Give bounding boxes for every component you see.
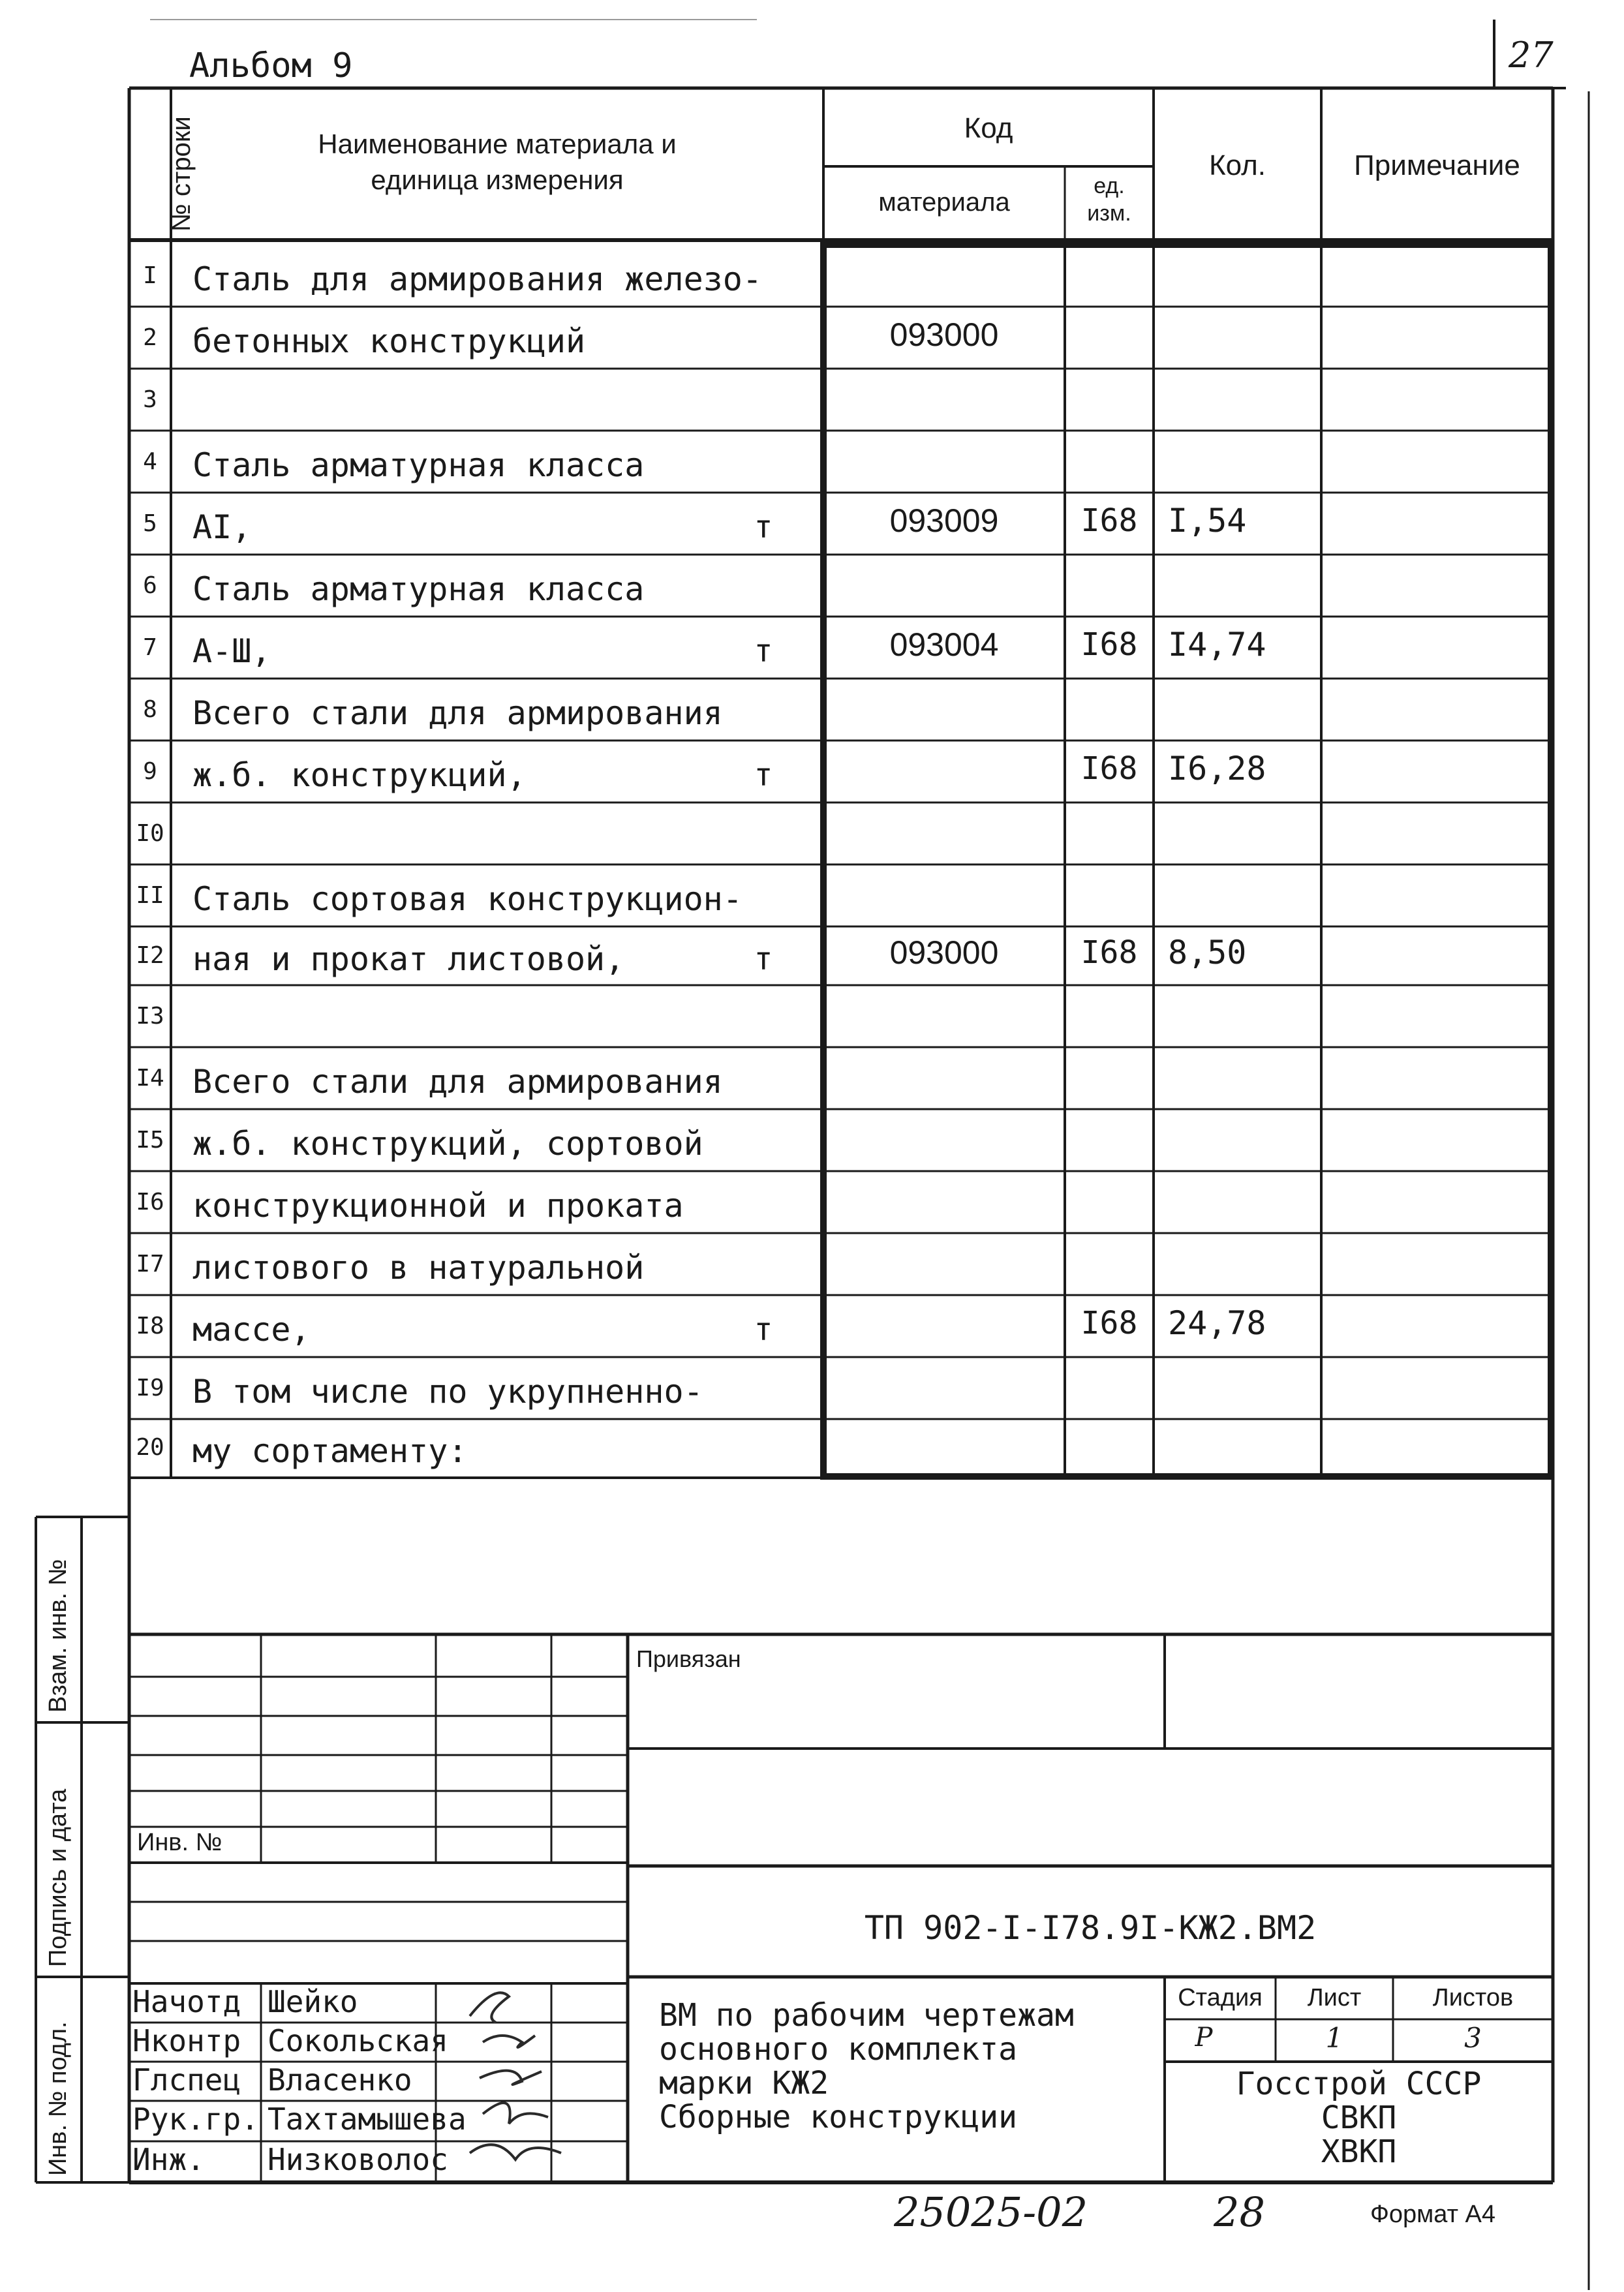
row-material-name: AI, bbox=[192, 508, 252, 546]
row-material-name: му сортаменту: bbox=[192, 1432, 468, 1470]
signer-name: Тахтамышева bbox=[268, 2101, 467, 2137]
row-number: I9 bbox=[136, 1374, 164, 1401]
row-number: I7 bbox=[136, 1250, 164, 1277]
row-material-code bbox=[823, 1168, 1065, 1230]
signer-name: Сокольская bbox=[268, 2023, 448, 2058]
row-material-name: массе, bbox=[192, 1310, 311, 1349]
sheet-label: Лист bbox=[1307, 1984, 1362, 2011]
row-material-code: 093000 bbox=[889, 316, 999, 353]
row-number: 4 bbox=[143, 448, 157, 475]
row-material-code bbox=[823, 1416, 1065, 1473]
row-quantity: 8,50 bbox=[1168, 934, 1247, 971]
row-unit: т bbox=[754, 1311, 773, 1348]
row-quantity bbox=[1168, 551, 1321, 613]
row-quantity bbox=[1168, 1354, 1321, 1416]
row-material-code bbox=[823, 241, 1065, 303]
row-quantity bbox=[1168, 365, 1321, 427]
row-material-code bbox=[823, 675, 1065, 737]
inventory-code: 25025-02 bbox=[894, 2188, 1088, 2236]
row-number: I2 bbox=[136, 942, 164, 969]
row-number: I5 bbox=[136, 1126, 164, 1154]
row-unit: т bbox=[754, 632, 773, 669]
row-unit-code bbox=[1065, 241, 1154, 303]
row-quantity bbox=[1168, 1168, 1321, 1230]
row-unit-code bbox=[1065, 861, 1154, 923]
row-unit bbox=[737, 806, 789, 868]
row-material-name: ж.б. конструкций, сортовой bbox=[192, 1124, 703, 1163]
signer-name: Шейко bbox=[268, 1984, 358, 2019]
row-material-name: Всего стали для армирования bbox=[192, 694, 723, 732]
row-quantity bbox=[1168, 241, 1321, 303]
row-unit-code: I68 bbox=[1080, 626, 1138, 663]
row-unit-code bbox=[1065, 427, 1154, 489]
row-material-code: 093004 bbox=[889, 626, 999, 663]
row-quantity bbox=[1168, 799, 1321, 861]
row-quantity bbox=[1168, 675, 1321, 737]
row-material-name: ж.б. конструкций, bbox=[192, 756, 527, 794]
name-header-line1: Наименование материала и bbox=[318, 129, 677, 159]
row-material-code bbox=[823, 861, 1065, 923]
row-number: I4 bbox=[136, 1064, 164, 1092]
row-material-name: конструкционной и проката bbox=[192, 1186, 684, 1225]
row-unit-code bbox=[1065, 982, 1154, 1044]
row-unit bbox=[737, 310, 789, 372]
row-unit-code bbox=[1065, 1106, 1154, 1168]
title-line: Сборные конструкции bbox=[659, 2099, 1018, 2135]
row-unit-code bbox=[1065, 1168, 1154, 1230]
organization-line: СВКП bbox=[1321, 2100, 1397, 2136]
row-unit bbox=[737, 988, 789, 1050]
row-unit-code bbox=[1065, 303, 1154, 365]
row-material-name: бетонных конструкций bbox=[192, 322, 586, 360]
row-material-code: 093000 bbox=[889, 934, 999, 971]
code-header: Код bbox=[964, 112, 1013, 144]
row-unit-code: I68 bbox=[1080, 934, 1138, 971]
title-line: основного комплекта bbox=[659, 2031, 1018, 2068]
row-material-code bbox=[823, 551, 1065, 613]
row-number: 9 bbox=[143, 757, 157, 785]
signature-date-label: Подпись и дата bbox=[44, 1788, 72, 1967]
row-unit: т bbox=[754, 941, 773, 977]
signer-role: Нконтр bbox=[132, 2023, 241, 2058]
inv-podl-label: Инв. № подл. bbox=[44, 2021, 72, 2176]
privyazan-label: Привязан bbox=[636, 1645, 741, 1672]
row-unit bbox=[737, 868, 789, 930]
row-number-header: № строки bbox=[167, 116, 196, 232]
row-unit bbox=[737, 372, 789, 434]
row-quantity: 24,78 bbox=[1168, 1304, 1266, 1342]
signer-role: Начотд bbox=[132, 1984, 241, 2019]
row-unit-code bbox=[1065, 551, 1154, 613]
signer-role: Глспец bbox=[132, 2062, 241, 2098]
row-unit-code bbox=[1065, 1354, 1154, 1416]
name-header-line2: единица измерения bbox=[371, 164, 624, 195]
row-quantity bbox=[1168, 982, 1321, 1044]
row-material-code bbox=[823, 737, 1065, 799]
row-unit bbox=[737, 1360, 789, 1422]
unit-header-line2: изм. bbox=[1087, 201, 1131, 226]
note-header: Примечание bbox=[1354, 149, 1520, 181]
page-number: 27 bbox=[1509, 35, 1554, 76]
row-material-code bbox=[823, 427, 1065, 489]
row-unit-code bbox=[1065, 1416, 1154, 1473]
row-unit bbox=[737, 434, 789, 496]
row-material-code bbox=[823, 365, 1065, 427]
row-unit bbox=[737, 682, 789, 744]
row-material-code bbox=[823, 1106, 1065, 1168]
row-unit: т bbox=[754, 508, 773, 545]
row-material-name: В том числе по укрупненно- bbox=[192, 1372, 703, 1411]
row-material-name bbox=[192, 806, 780, 868]
row-unit bbox=[737, 558, 789, 620]
row-number: 6 bbox=[143, 572, 157, 599]
sheet-value: 1 bbox=[1325, 2022, 1343, 2054]
stage-label: Стадия bbox=[1178, 1984, 1263, 2011]
row-unit-code bbox=[1065, 365, 1154, 427]
row-unit: т bbox=[754, 756, 773, 793]
album-label: Альбом 9 bbox=[189, 46, 353, 85]
organization-line: Госстрой СССР bbox=[1236, 2066, 1482, 2102]
row-unit-code bbox=[1065, 1230, 1154, 1292]
row-quantity: I4,74 bbox=[1168, 625, 1266, 664]
row-unit bbox=[737, 1422, 789, 1480]
row-number: 5 bbox=[143, 510, 157, 537]
inv-no-label: Инв. № bbox=[137, 1829, 222, 1856]
row-unit-code: I68 bbox=[1080, 502, 1138, 539]
row-material-name bbox=[192, 988, 780, 1050]
row-material-code bbox=[823, 982, 1065, 1044]
row-unit bbox=[737, 1050, 789, 1112]
qty-header: Кол. bbox=[1208, 149, 1266, 181]
footer-page-number: 28 bbox=[1214, 2188, 1265, 2236]
row-unit-code: I68 bbox=[1080, 1304, 1138, 1341]
vzam-inv-label: Взам. инв. № bbox=[44, 1559, 72, 1713]
organization-line: ХВКП bbox=[1321, 2133, 1397, 2170]
row-number: II bbox=[136, 881, 164, 909]
row-unit-code: I68 bbox=[1080, 750, 1138, 787]
row-unit bbox=[737, 248, 789, 310]
row-material-code: 093009 bbox=[889, 502, 999, 539]
row-quantity bbox=[1168, 427, 1321, 489]
signer-role: Рук.гр. bbox=[132, 2101, 259, 2137]
row-material-name: Всего стали для армирования bbox=[192, 1062, 723, 1101]
row-quantity bbox=[1168, 1044, 1321, 1106]
row-material-name: Сталь арматурная класса bbox=[192, 446, 645, 484]
row-material-name: Сталь арматурная класса bbox=[192, 570, 645, 608]
row-number: 20 bbox=[136, 1434, 164, 1461]
row-unit bbox=[737, 1112, 789, 1174]
signer-role: Инж. bbox=[132, 2142, 205, 2177]
row-material-code bbox=[823, 1044, 1065, 1106]
row-unit-code bbox=[1065, 799, 1154, 861]
row-number: 3 bbox=[143, 386, 157, 413]
row-quantity bbox=[1168, 1230, 1321, 1292]
row-material-name: А-Ш, bbox=[192, 632, 271, 670]
row-number: I bbox=[143, 262, 157, 289]
row-material-code bbox=[823, 799, 1065, 861]
row-material-code bbox=[823, 1354, 1065, 1416]
row-number: I0 bbox=[136, 819, 164, 847]
row-material-code bbox=[823, 1292, 1065, 1354]
stage-value: Р bbox=[1195, 2023, 1213, 2053]
row-material-name: Сталь для армирования железо- bbox=[192, 260, 762, 298]
row-number: 7 bbox=[143, 634, 157, 661]
row-number: I6 bbox=[136, 1188, 164, 1215]
title-line: марки КЖ2 bbox=[659, 2065, 829, 2101]
row-unit-code bbox=[1065, 675, 1154, 737]
row-material-code bbox=[823, 1230, 1065, 1292]
title-line: ВМ по рабочим чертежам bbox=[659, 1997, 1074, 2034]
unit-header-line1: ед. bbox=[1094, 174, 1125, 198]
row-quantity bbox=[1168, 861, 1321, 923]
row-quantity bbox=[1168, 303, 1321, 365]
sheets-label: Листов bbox=[1432, 1984, 1514, 2011]
material-header: материала bbox=[878, 188, 1010, 217]
row-number: I8 bbox=[136, 1312, 164, 1339]
row-quantity: I6,28 bbox=[1168, 749, 1266, 787]
row-number: 8 bbox=[143, 695, 157, 723]
row-unit bbox=[737, 1236, 789, 1298]
row-material-name: листового в натуральной bbox=[192, 1248, 645, 1287]
format-label: Формат А4 bbox=[1370, 2201, 1496, 2228]
signer-name: Низковолос bbox=[268, 2142, 448, 2177]
row-number: I3 bbox=[136, 1002, 164, 1030]
row-number: 2 bbox=[143, 324, 157, 351]
row-quantity: I,54 bbox=[1168, 501, 1247, 540]
row-unit-code bbox=[1065, 1044, 1154, 1106]
row-quantity bbox=[1168, 1416, 1321, 1473]
row-quantity bbox=[1168, 1106, 1321, 1168]
row-material-name: Сталь сортовая конструкцион- bbox=[192, 879, 743, 918]
row-material-name bbox=[192, 372, 780, 434]
sheets-value: 3 bbox=[1464, 2022, 1482, 2054]
row-material-name: ная и прокат листовой, bbox=[192, 940, 625, 978]
row-unit bbox=[737, 1174, 789, 1236]
signer-name: Власенко bbox=[268, 2062, 412, 2098]
document-code: ТП 902-I-I78.9I-КЖ2.ВМ2 bbox=[864, 1909, 1317, 1947]
